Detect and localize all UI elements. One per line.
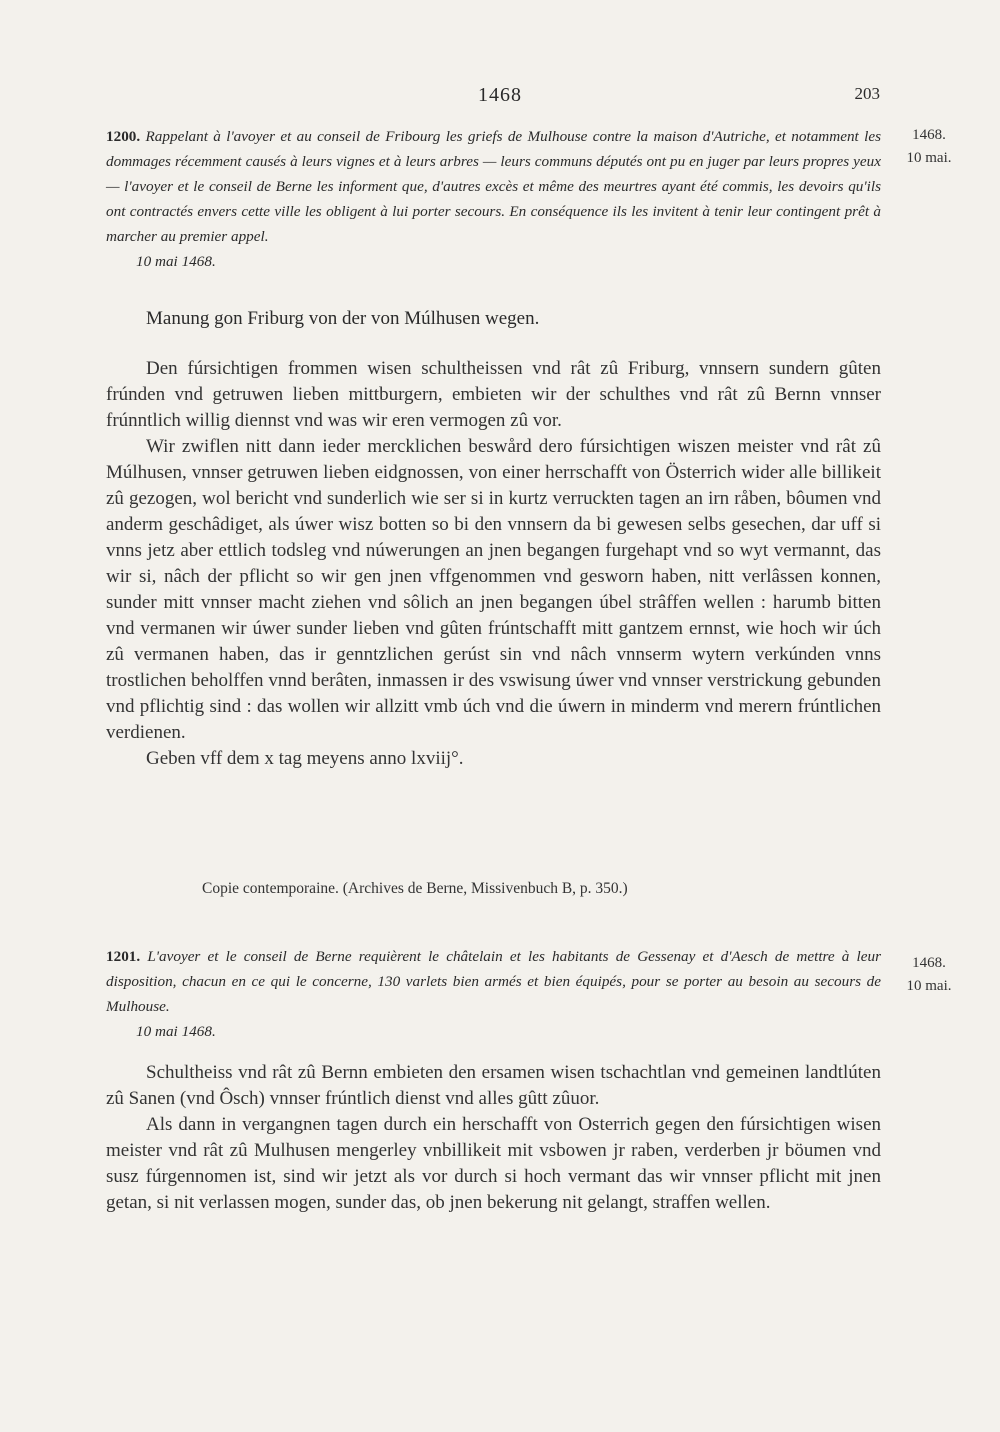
source-citation: Copie contemporaine. (Archives de Berne, Missivenbuch B, p. 350.)	[202, 880, 628, 897]
margin-date-note	[898, 952, 960, 998]
paragraph: Schultheiss vnd rât zû Bernn embieten den ersamen wisen tschachtlan vnd gemeinen landtlúten zû Sanen (vnd Ôsch) vnnser frúntlich dienst vnd alles gûtt zûuor.	[106, 1062, 881, 1109]
paragraph: Geben vff dem x tag meyens anno lxviij°.	[146, 748, 464, 769]
running-header-year: 1468	[478, 84, 522, 106]
entry-number: 1201.	[106, 948, 141, 965]
entry-date: 10 mai 1468.	[136, 253, 216, 270]
paragraph: Wir zwiflen nitt dann ieder mercklichen beswård dero fúrsichtigen wiszen meister vnd rât zû Múlhusen, vnnser getruwen lieben eidgnossen, von einer herrschafft von Österrich wider alle billikeit zû gezogen, wol bericht vnd sunderlich wie ser si in kurtz verruckten tagen an irn råben, bôumen vnd anderm geschâdiget, als úwer wisz botten so bi den vnnsern da bi gewesen selbs gesechen, dar uff si vnns jetz aber ettlich todsleg vnd núwerungen an jnen begangen furgehapt vnd so wyt vermannt, das wir si, nâch der pflicht so wir gen jnen vffgenommen vnd gesworn haben, nitt verlâssen konnen, sunder mitt vnnser macht ziehen vnd sôlich an jnen begangen úbel strâffen wellen : harumb bitten vnd vermanen wir úwer sunder lieben vnd gûten frúntschafft mitt gantzem ernnst, wie hoch wir úch zû vermanen haben, das ir genntzlichen gerúst sin vnd nâch vnnserm wytern verkúnden vnns trostlichen beholffen vnnd berâten, inmassen ir des vswisung úwer vnd vnnser verstrickung gebunden vnd pflichtig sind : das wollen wir allzitt vmb úch vnd die úwern in minderm vnd merern frúntlichen verdienen.	[106, 436, 881, 743]
summary-text: L'avoyer et le conseil de Berne requièrent le châtelain et les habitants de Gessenay et d'Aesch de mettre à leur disposition, chacun en ce qui le concerne, 130 varlets bien armés et bien équipés, pour se porter au besoin au secours de Mulhouse.	[106, 948, 881, 1015]
page-number: 203	[854, 84, 880, 103]
margin-year: 1468.	[912, 127, 946, 143]
entry-1200-summary	[106, 124, 881, 274]
margin-day: 10 mai.	[906, 150, 952, 166]
margin-year: 1468.	[912, 955, 946, 971]
paragraph: Den fúrsichtigen frommen wisen schultheissen vnd rât zû Friburg, vnnsern sundern gûten frúnden vnd getruwen lieben mittburgern, embieten wir der schulthes vnd rât zû Bernn vnnser frúnntlich willig diennst vnd was wir eren vermogen zû vor.	[106, 358, 881, 431]
entry-1201-summary	[106, 944, 881, 1044]
summary-text: Rappelant à l'avoyer et au conseil de Fribourg les griefs de Mulhouse contre la maison d'Autriche, et notamment les dommages récemment causés à leurs vignes et à leurs arbres — leurs communs députés ont pu en juger par leurs propres yeux — l'avoyer et le conseil de Berne les informent que, d'autres excès et même des meurtres ayant été commis, les devoirs qu'ils ont contractés envers cette ville les obligent à lui porter secours. En conséquence ils les invitent à tenir leur contingent prêt à marcher au premier appel.	[106, 128, 881, 245]
paragraph: Als dann in vergangnen tagen durch ein herschafft von Osterrich gegen den fúrsichtigen wisen meister vnd rât zû Mulhusen mengerley vnbillikeit mit vsbowen jr raben, verderben jr böumen vnd susz fúrgennomen ist, sind wir jetzt als vor durch si hoch vermant das wir vnnser pflicht mit jnen getan, si nit verlassen mogen, sunder das, ob jnen bekerung nit gelangt, straffen wellen.	[106, 1114, 881, 1213]
document-title: Manung gon Friburg von der von Múlhusen wegen.	[146, 308, 540, 329]
entry-1200-body	[106, 356, 881, 772]
margin-date-note	[898, 124, 960, 170]
entry-number: 1200.	[106, 128, 141, 145]
entry-1201-body	[106, 1060, 881, 1216]
margin-day: 10 mai.	[906, 978, 952, 994]
entry-date: 10 mai 1468.	[136, 1023, 216, 1040]
